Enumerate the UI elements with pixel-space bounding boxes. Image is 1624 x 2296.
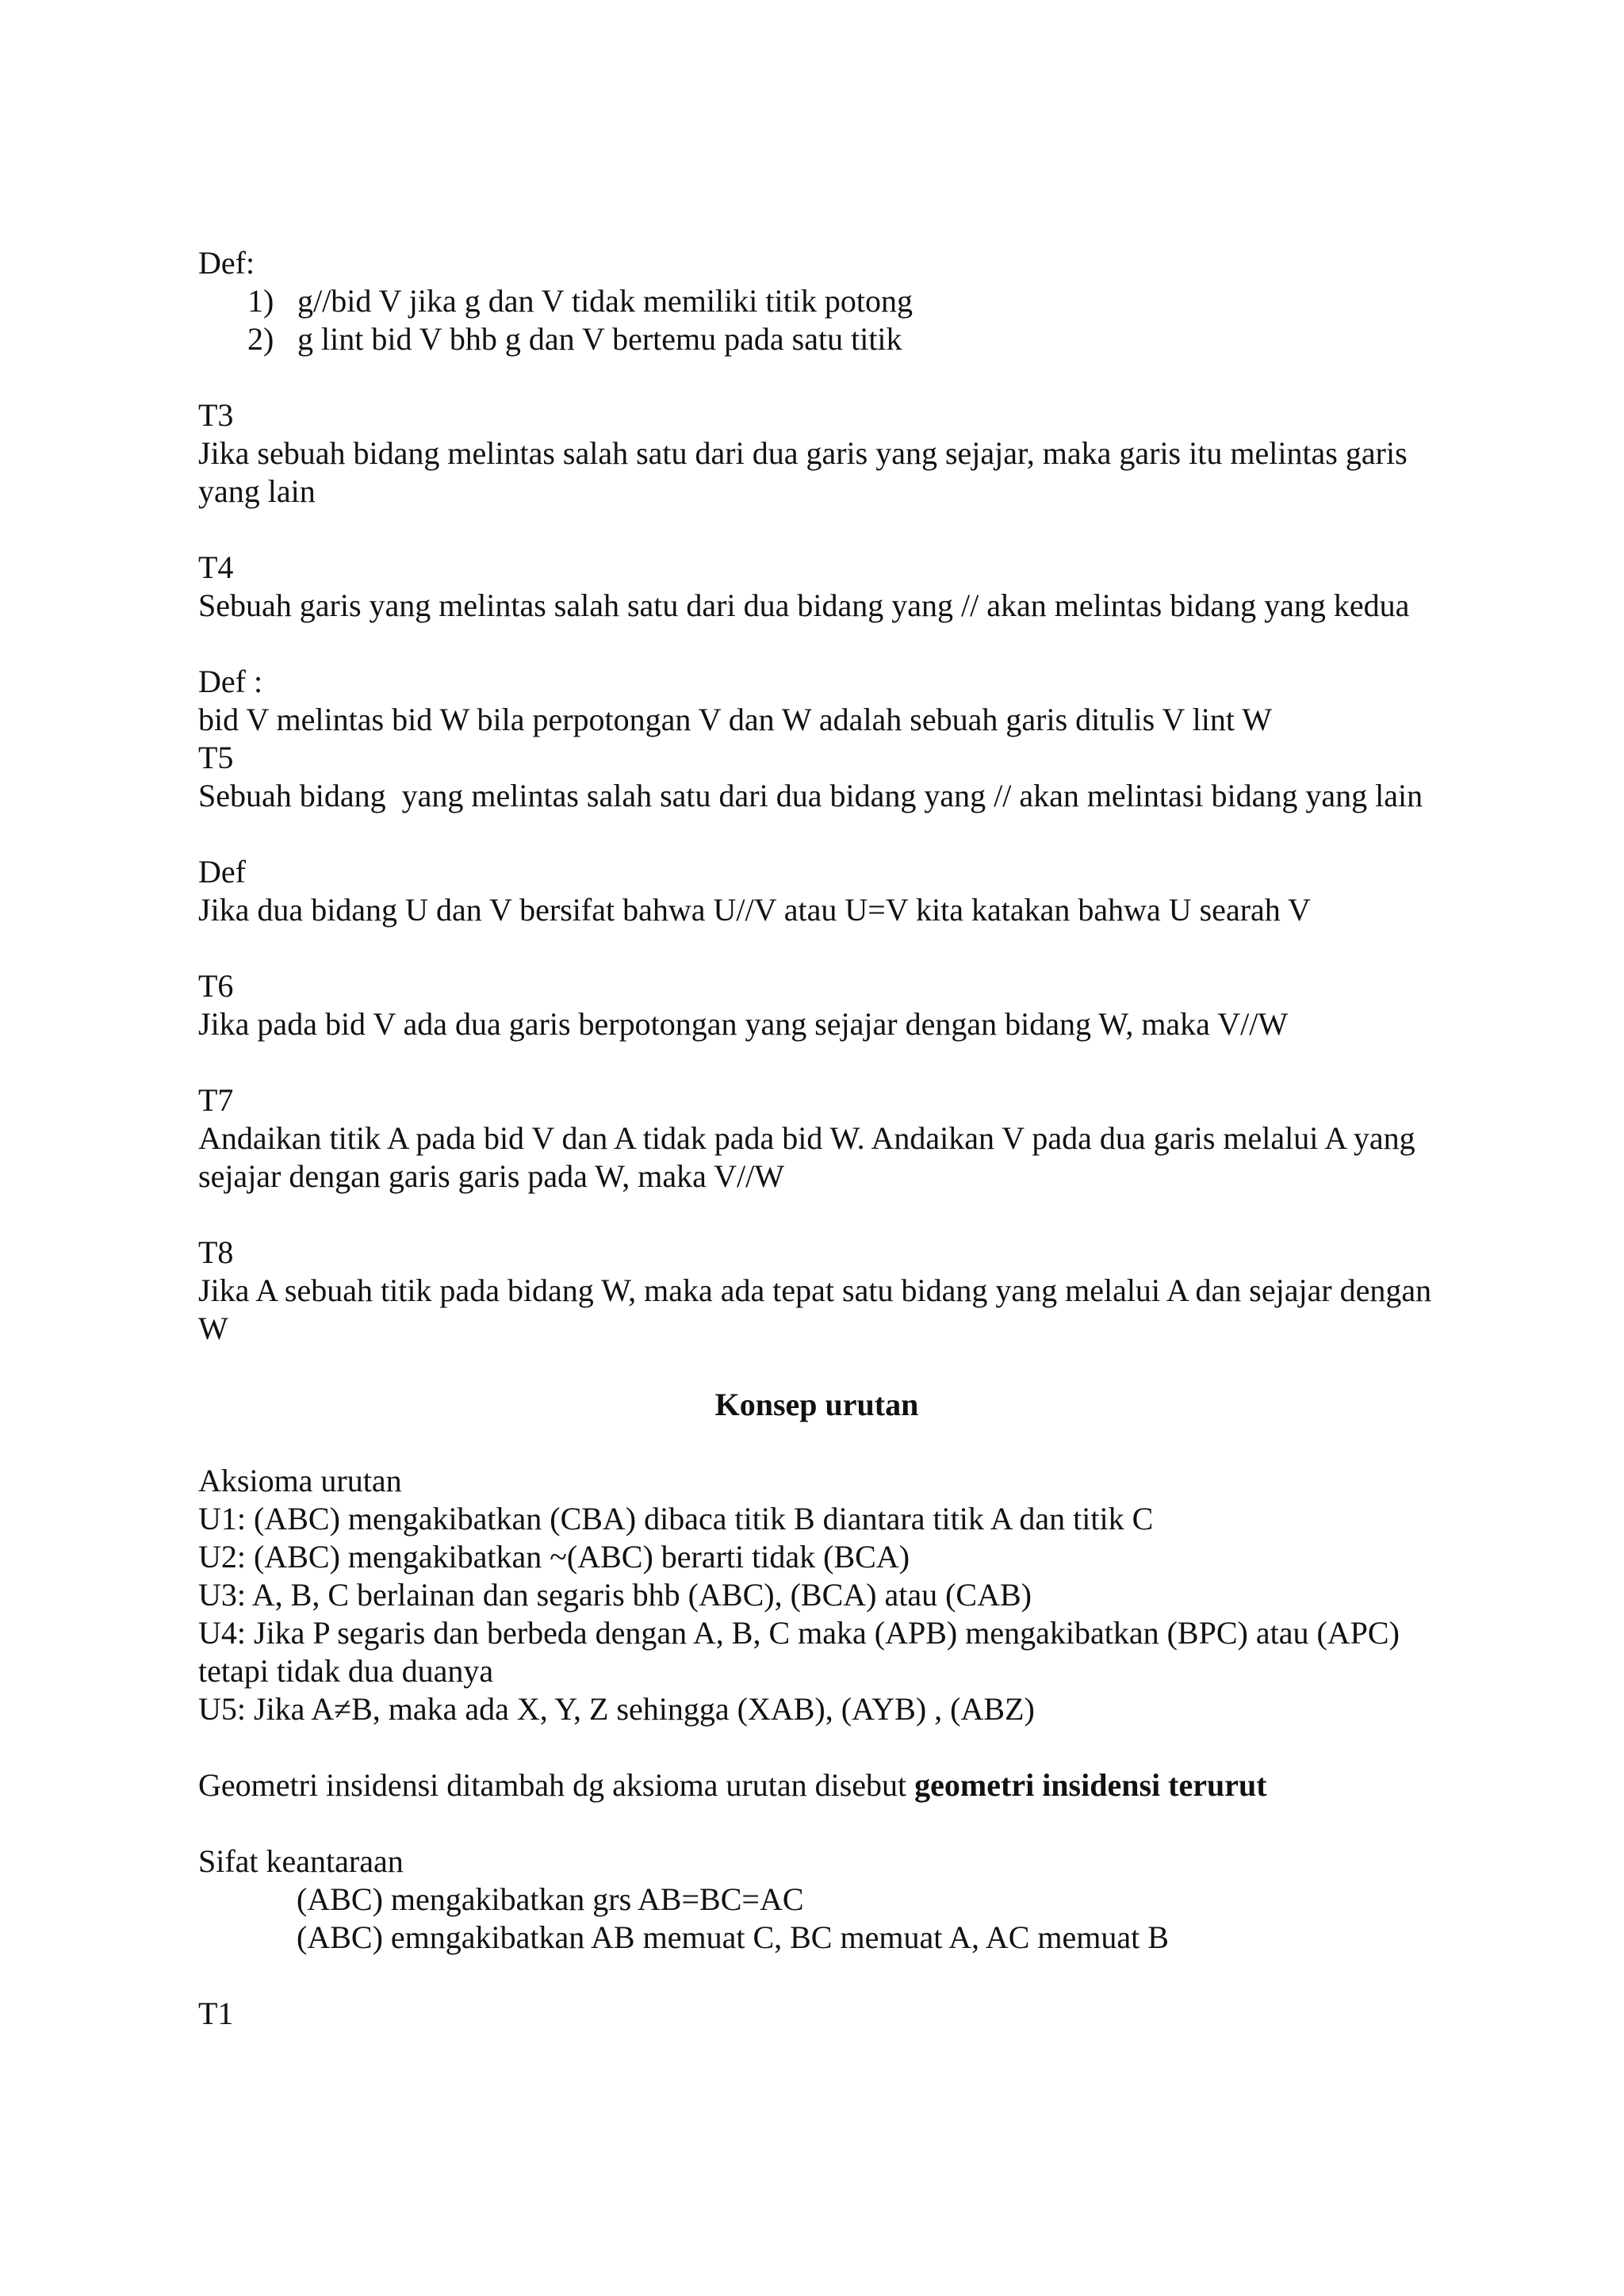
aksioma-u5: U5: Jika A≠B, maka ada X, Y, Z sehingga (XAB), (AYB) , (ABZ) (198, 1691, 1035, 1727)
t3-heading: T3 (198, 397, 234, 433)
t5-text: Sebuah bidang yang melintas salah satu dari dua bidang yang // akan melintasi bidang yang lain (198, 778, 1423, 813)
def1-heading: Def: (198, 245, 255, 281)
t6-heading: T6 (198, 968, 234, 1004)
def1-item-1-number: 1) (247, 283, 274, 319)
aksioma-u1: U1: (ABC) mengakibatkan (CBA) dibaca titik B diantara titik A dan titik C (198, 1501, 1154, 1536)
t1-heading: T1 (198, 1996, 234, 2031)
def1-item-2-text: g lint bid V bhb g dan V bertemu pada satu titik (297, 321, 902, 357)
sifat-line-2: (ABC) emngakibatkan AB memuat C, BC memuat A, AC memuat B (297, 1919, 1169, 1955)
geometri-bold-term: geometri insidensi terurut (914, 1767, 1267, 1803)
def2-text: bid V melintas bid W bila perpotongan V dan W adalah sebuah garis ditulis V lint W (198, 702, 1272, 737)
t6-text: Jika pada bid V ada dua garis berpotongan yang sejajar dengan bidang W, maka V//W (198, 1006, 1289, 1042)
def1-item-1-text: g//bid V jika g dan V tidak memiliki titik potong (297, 283, 913, 319)
t7-heading: T7 (198, 1082, 234, 1118)
geometri-text: Geometri insidensi ditambah dg aksioma urutan disebut (198, 1767, 915, 1803)
def3-text: Jika dua bidang U dan V bersifat bahwa U//V atau U=V kita katakan bahwa U searah V (198, 892, 1311, 928)
sifat-line-1: (ABC) mengakibatkan grs AB=BC=AC (297, 1881, 804, 1917)
def1-item-1 (198, 282, 1435, 320)
sifat-heading: Sifat keantaraan (198, 1843, 404, 1879)
document-page (198, 244, 1439, 2033)
geometri-paragraph (198, 1766, 1435, 1804)
t5-heading: T5 (198, 740, 234, 775)
t4-text: Sebuah garis yang melintas salah satu dari dua bidang yang // akan melintas bidang yang kedua (198, 587, 1410, 623)
t4-heading: T4 (198, 549, 234, 585)
def2-heading: Def : (198, 664, 263, 699)
aksioma-u3: U3: A, B, C berlainan dan segaris bhb (ABC), (BCA) atau (CAB) (198, 1577, 1032, 1613)
t8-text: Jika A sebuah titik pada bidang W, maka ada tepat satu bidang yang melalui A dan sejajar dengan W (198, 1272, 1439, 1346)
aksioma-u2: U2: (ABC) mengakibatkan ~(ABC) berarti tidak (BCA) (198, 1539, 910, 1575)
def1-item-2-number: 2) (247, 321, 274, 357)
section-title: Konsep urutan (714, 1387, 919, 1422)
t3-text: Jika sebuah bidang melintas salah satu dari dua garis yang sejajar, maka garis itu melintas garis yang lain (198, 435, 1415, 509)
t8-heading: T8 (198, 1234, 234, 1270)
t7-text: Andaikan titik A pada bid V dan A tidak pada bid W. Andaikan V pada dua garis melalui A yang sejajar dengan garis garis pada W, maka V//W (198, 1120, 1423, 1194)
def3-heading: Def (198, 854, 246, 890)
aksioma-u4: U4: Jika P segaris dan berbeda dengan A, B, C maka (APB) mengakibatkan (BPC) atau (APC) tetapi tidak dua duanya (198, 1615, 1408, 1689)
aksioma-heading: Aksioma urutan (198, 1463, 402, 1498)
def1-item-2 (198, 320, 1435, 358)
